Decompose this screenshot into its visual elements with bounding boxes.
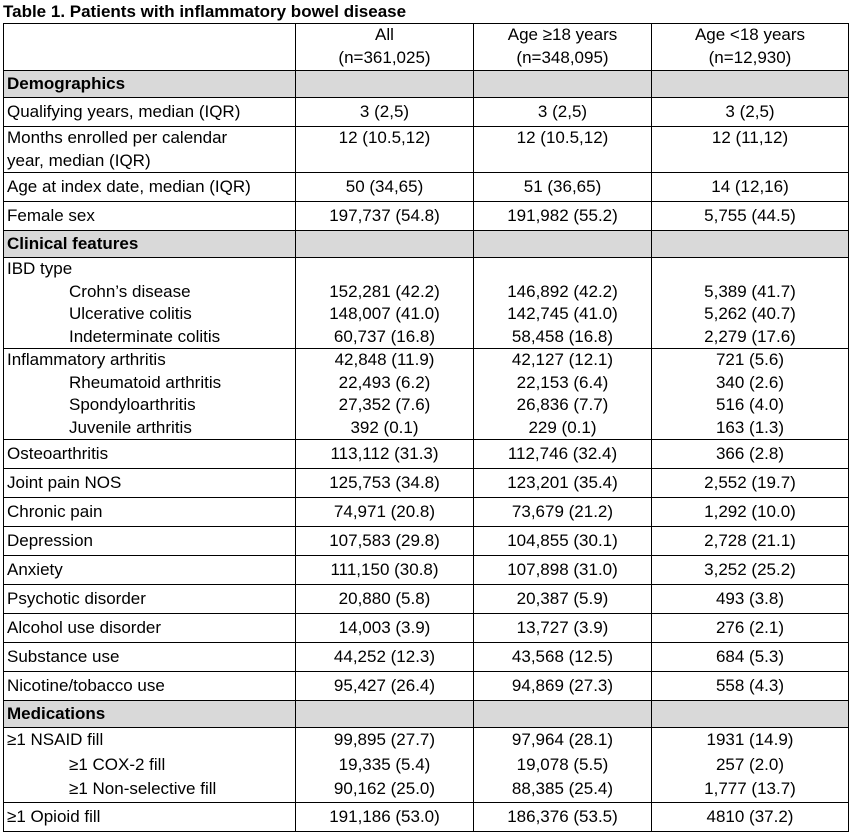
- row-value: 2,728 (21.1): [652, 527, 849, 556]
- table-row: [4, 498, 849, 527]
- table-caption: Table 1. Patients with inflammatory bowel disease: [3, 2, 407, 21]
- row-value: 684 (5.3): [652, 643, 849, 672]
- row-value: 125,753 (34.8): [296, 469, 474, 498]
- table-row-ibd-type: IBD type Crohn’s disease Ulcerative colitis Indeterminate colitis 152,281 (42.2) 148,007 (41.0) 60,737 (16.8) 146,892 (42.2) 142,745 (41.0) 58,458 (16.8) 5,389 (41.7) 5,262 (40.7) 2,279 (17.6): [4, 258, 849, 349]
- row-label: Chronic pain: [4, 498, 296, 527]
- table-row: [4, 440, 849, 469]
- table-row-nsaid: ≥1 NSAID fill ≥1 COX-2 fill ≥1 Non-selective fill 99,895 (27.7) 19,335 (5.4) 90,162 (25.0) 97,964 (28.1) 19,078 (5.5) 88,385 (25.4) 1931 (14.9) 257 (2.0) 1,777 (13.7): [4, 728, 849, 803]
- table-row-opioid: ≥1 Opioid fill 191,186 (53.0) 186,376 (53.5) 4810 (37.2): [4, 802, 849, 831]
- table-row: [4, 614, 849, 643]
- row-value: 366 (2.8): [652, 440, 849, 469]
- section-label: Demographics: [4, 71, 296, 98]
- table-row: [4, 585, 849, 614]
- row-value: 44,252 (12.3): [296, 643, 474, 672]
- section-demographics: [4, 71, 849, 98]
- header-pediatric: Age <18 years (n=12,930): [652, 24, 849, 71]
- header-empty-cell: [4, 24, 296, 71]
- section-medications: [4, 701, 849, 728]
- row-value: 493 (3.8): [652, 585, 849, 614]
- row-value: 3,252 (25.2): [652, 556, 849, 585]
- table-row: [4, 643, 849, 672]
- header-row: [4, 24, 849, 71]
- table-row: [4, 556, 849, 585]
- header-all: All (n=361,025): [296, 24, 474, 71]
- row-value: 14,003 (3.9): [296, 614, 474, 643]
- row-value: 13,727 (3.9): [474, 614, 652, 643]
- table-row: [4, 469, 849, 498]
- row-value: 111,150 (30.8): [296, 556, 474, 585]
- row-value: 558 (4.3): [652, 672, 849, 701]
- row-value: 73,679 (21.2): [474, 498, 652, 527]
- table-row: Age at index date, median (IQR) 50 (34,65) 51 (36,65) 14 (12,16): [4, 173, 849, 202]
- header-adult: Age ≥18 years (n=348,095): [474, 24, 652, 71]
- row-value: 95,427 (26.4): [296, 672, 474, 701]
- table-row: [4, 527, 849, 556]
- row-label: Joint pain NOS: [4, 469, 296, 498]
- row-value: 20,880 (5.8): [296, 585, 474, 614]
- row-value: 123,201 (35.4): [474, 469, 652, 498]
- row-value: 107,898 (31.0): [474, 556, 652, 585]
- row-label: Alcohol use disorder: [4, 614, 296, 643]
- section-clinical: [4, 231, 849, 258]
- table-row: Female sex 197,737 (54.8) 191,982 (55.2) 5,755 (44.5): [4, 202, 849, 231]
- row-value: 104,855 (30.1): [474, 527, 652, 556]
- row-value: 276 (2.1): [652, 614, 849, 643]
- row-value: 94,869 (27.3): [474, 672, 652, 701]
- patients-table: [3, 23, 849, 832]
- row-label: Nicotine/tobacco use: [4, 672, 296, 701]
- section-label: Medications: [4, 701, 296, 728]
- row-value: 74,971 (20.8): [296, 498, 474, 527]
- table-row: Months enrolled per calendar year, median (IQR) 12 (10.5,12) 12 (10.5,12) 12 (11,12): [4, 127, 849, 173]
- row-value: 20,387 (5.9): [474, 585, 652, 614]
- row-label: Depression: [4, 527, 296, 556]
- table-row: [4, 672, 849, 701]
- table-row: Qualifying years, median (IQR) 3 (2,5) 3 (2,5) 3 (2,5): [4, 98, 849, 127]
- row-label: Osteoarthritis: [4, 440, 296, 469]
- row-label: Psychotic disorder: [4, 585, 296, 614]
- row-value: 112,746 (32.4): [474, 440, 652, 469]
- row-value: 1,292 (10.0): [652, 498, 849, 527]
- row-value: 2,552 (19.7): [652, 469, 849, 498]
- table-row-inflammatory-arthritis: Inflammatory arthritis Rheumatoid arthritis Spondyloarthritis Juvenile arthritis 42,848 (11.9) 22,493 (6.2) 27,352 (7.6) 392 (0.1) 42,127 (12.1) 22,153 (6.4) 26,836 (7.7) 229 (0.1) 721 (5.6) 340 (2.6) 516 (4.0) 163 (1.3): [4, 349, 849, 440]
- row-value: 107,583 (29.8): [296, 527, 474, 556]
- row-value: 43,568 (12.5): [474, 643, 652, 672]
- row-value: 113,112 (31.3): [296, 440, 474, 469]
- row-label: Substance use: [4, 643, 296, 672]
- row-label: Anxiety: [4, 556, 296, 585]
- section-label: Clinical features: [4, 231, 296, 258]
